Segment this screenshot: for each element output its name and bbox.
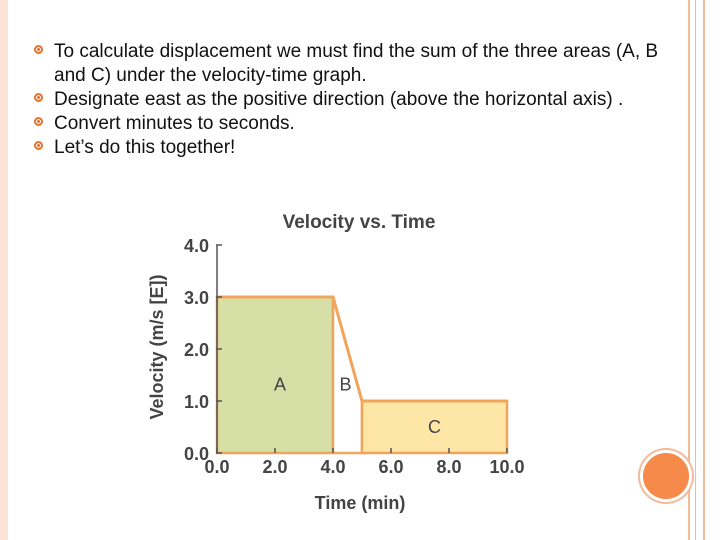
bullet-icon (34, 93, 43, 102)
bullet-text: Let’s do this together! (54, 137, 236, 158)
x-tick-label: 10.0 (489, 457, 525, 477)
bullet-icon (34, 141, 43, 150)
bullet-list (34, 40, 674, 160)
bullet-icon (34, 45, 43, 54)
left-edge-band (0, 0, 8, 540)
y-tick-label: 3.0 (183, 288, 209, 308)
bullet-text: Convert minutes to seconds. (54, 113, 295, 134)
x-axis-label: Time (min) (314, 493, 406, 513)
region-label-a: A (273, 374, 287, 395)
bullet-item (34, 136, 674, 160)
right-decor-rule (703, 0, 705, 540)
x-tick-label: 4.0 (320, 457, 346, 477)
y-axis-label: Velocity (m/s [E]) (147, 274, 167, 420)
y-tick-label: 1.0 (183, 392, 209, 412)
bullet-text: To calculate displacement we must find the sum of the three areas (A, B and C) under the velocity-time graph. (54, 41, 659, 86)
y-tick-label: 0.0 (183, 444, 209, 464)
x-tick-label: 8.0 (436, 457, 462, 477)
x-tick-label: 2.0 (262, 457, 288, 477)
decorative-circle (640, 450, 692, 502)
chart-svg (140, 205, 530, 525)
region-label-b: B (339, 374, 352, 395)
y-tick-label: 4.0 (183, 236, 209, 256)
x-tick-label: 0.0 (204, 457, 230, 477)
bullet-item (34, 40, 674, 88)
chart-title: Velocity vs. Time (282, 212, 436, 233)
bullet-item (34, 88, 674, 112)
region-label-c: C (428, 417, 441, 437)
bullet-icon (34, 117, 43, 126)
right-decor-rule (688, 0, 690, 540)
velocity-time-chart (140, 205, 530, 525)
y-tick-label: 2.0 (183, 340, 209, 360)
x-tick-label: 6.0 (378, 457, 404, 477)
bullet-item (34, 112, 674, 136)
right-decor-rule (695, 0, 696, 540)
bullet-text: Designate east as the positive direction (above the horizontal axis) . (54, 89, 624, 110)
